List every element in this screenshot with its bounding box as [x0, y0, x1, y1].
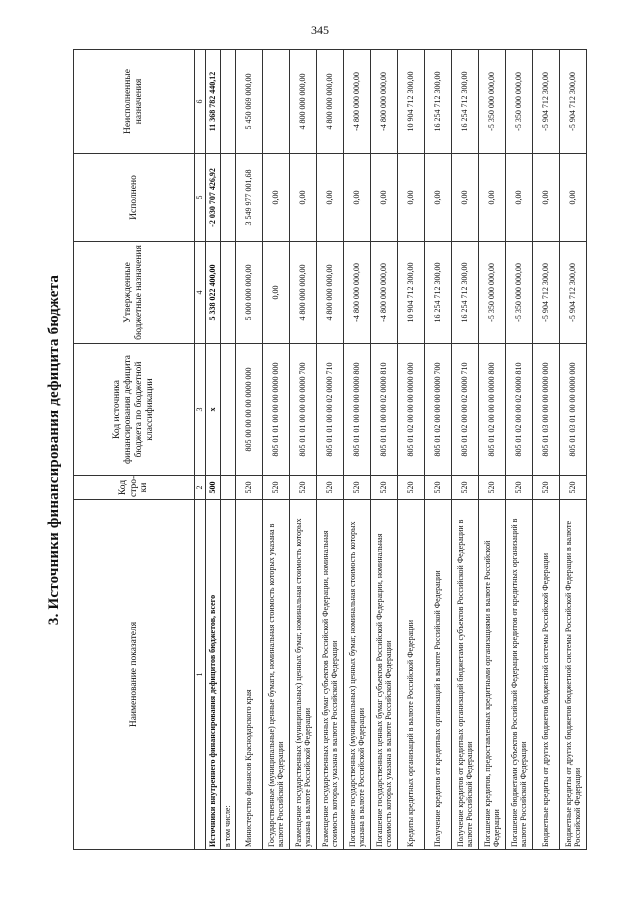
table-row	[221, 50, 236, 850]
row-approved-cell: 16 254 712 300,00	[452, 242, 479, 344]
row-approved-cell: -5 904 712 300,00	[560, 242, 587, 344]
row-executed-cell: -2 030 707 426,92	[206, 154, 221, 242]
row-unexecuted-cell: -5 904 712 300,00	[533, 50, 560, 154]
row-approved-cell: -5 904 712 300,00	[533, 242, 560, 344]
column-number: 3	[195, 344, 206, 476]
row-name-cell: Погашение бюджетами субъектов Российской Федерации кредитов от кредитных организаций в валюте Российской Федерации	[506, 500, 533, 850]
table-row	[206, 50, 221, 850]
row-name-cell: Бюджетные кредиты от других бюджетов бюджетной системы Российской Федерации в валюте Российской Федерации	[560, 500, 587, 850]
row-name-cell: Кредиты кредитных организаций в валюте Российской Федерации	[398, 500, 425, 850]
row-approved-cell: 16 254 712 300,00	[425, 242, 452, 344]
table-row	[290, 50, 317, 850]
row-unexecuted-cell: -5 350 000 000,00	[506, 50, 533, 154]
row-executed-cell: 0,00	[425, 154, 452, 242]
row-code-cell: 520	[317, 476, 344, 500]
row-executed-cell: 0,00	[479, 154, 506, 242]
row-code-cell: 520	[533, 476, 560, 500]
row-unexecuted-cell: -5 904 712 300,00	[560, 50, 587, 154]
table-row	[533, 50, 560, 850]
row-name-cell: Размещение государственных (муниципальных) ценных бумаг, номинальная стоимость которых указана в валюте Российской Федерации	[290, 500, 317, 850]
row-kbk-cell	[221, 344, 236, 476]
row-kbk-cell: 805 01 02 00 00 00 0000 700	[425, 344, 452, 476]
row-unexecuted-cell: 4 800 000 000,00	[290, 50, 317, 154]
row-approved-cell: 5 338 022 400,00	[206, 242, 221, 344]
row-executed-cell	[221, 154, 236, 242]
row-code-cell: 500	[206, 476, 221, 500]
row-name-cell: Источники внутреннего финансирования дефицитов бюджетов, всего	[206, 500, 221, 850]
table-row	[236, 50, 263, 850]
column-number-row	[195, 50, 206, 850]
table-row	[263, 50, 290, 850]
row-code-cell: 520	[425, 476, 452, 500]
row-executed-cell: 0,00	[317, 154, 344, 242]
row-executed-cell: 0,00	[371, 154, 398, 242]
row-code-cell: 520	[236, 476, 263, 500]
table-body	[206, 50, 587, 850]
row-name-cell: Погашение государственных ценных бумаг субъектов Российской Федерации, номинальная стоимость которых указана в валюте Российской Федерации	[371, 500, 398, 850]
table-row	[560, 50, 587, 850]
table-row	[344, 50, 371, 850]
row-approved-cell: 0,00	[263, 242, 290, 344]
row-name-cell: Погашение государственных (муниципальных) ценных бумаг, номинальная стоимость которых указана в валюте Российской Федерации	[344, 500, 371, 850]
row-unexecuted-cell: 4 800 000 000,00	[317, 50, 344, 154]
row-kbk-cell: x	[206, 344, 221, 476]
row-approved-cell: 5 000 000 000,00	[236, 242, 263, 344]
section-title: 3. Источники финансирования дефицита бюджета	[46, 274, 62, 626]
row-kbk-cell: 805 01 01 00 00 00 0000 800	[344, 344, 371, 476]
row-executed-cell: 0,00	[344, 154, 371, 242]
row-unexecuted-cell	[221, 50, 236, 154]
row-approved-cell: -5 350 000 000,00	[479, 242, 506, 344]
row-name-cell: в том числе:	[221, 500, 236, 850]
row-approved-cell: 4 800 000 000,00	[317, 242, 344, 344]
row-name-cell: Получение кредитов от кредитных организаций в валюте Российской Федерации	[425, 500, 452, 850]
table-row	[398, 50, 425, 850]
row-kbk-cell: 805 01 01 00 00 00 0000 700	[290, 344, 317, 476]
column-number: 1	[195, 500, 206, 850]
column-header: Неисполненные назначения	[74, 50, 195, 154]
row-executed-cell: 0,00	[290, 154, 317, 242]
row-unexecuted-cell: -4 800 000 000,00	[371, 50, 398, 154]
row-kbk-cell: 805 00 00 00 00 0000 000	[236, 344, 263, 476]
column-header: Код стро-ки	[74, 476, 195, 500]
row-unexecuted-cell: 16 254 712 300,00	[452, 50, 479, 154]
row-code-cell: 520	[479, 476, 506, 500]
column-header: Код источника финансирования дефицита бюджета по бюджетной классификации	[74, 344, 195, 476]
column-number: 5	[195, 154, 206, 242]
row-name-cell: Государственные (муниципальные) ценные бумаги, номинальная стоимость которых указана в валюте Российской Федерации	[263, 500, 290, 850]
row-code-cell: 520	[398, 476, 425, 500]
column-header: Утвержденные бюджетные назначения	[74, 242, 195, 344]
column-number: 2	[195, 476, 206, 500]
row-kbk-cell: 805 01 02 00 00 02 0000 810	[506, 344, 533, 476]
row-executed-cell: 0,00	[263, 154, 290, 242]
row-executed-cell: 0,00	[506, 154, 533, 242]
row-approved-cell: -4 800 000 000,00	[344, 242, 371, 344]
row-unexecuted-cell	[263, 50, 290, 154]
row-approved-cell: -5 350 000 000,00	[506, 242, 533, 344]
row-unexecuted-cell: -5 350 000 000,00	[479, 50, 506, 154]
row-approved-cell: 10 904 712 300,00	[398, 242, 425, 344]
column-header: Исполнено	[74, 154, 195, 242]
row-kbk-cell: 805 01 01 00 00 02 0000 810	[371, 344, 398, 476]
row-unexecuted-cell: 5 450 069 000,00	[236, 50, 263, 154]
row-executed-cell: 0,00	[398, 154, 425, 242]
row-kbk-cell: 805 01 02 00 00 00 0000 000	[398, 344, 425, 476]
row-executed-cell: 0,00	[533, 154, 560, 242]
row-unexecuted-cell: -4 800 000 000,00	[344, 50, 371, 154]
row-code-cell: 520	[290, 476, 317, 500]
row-code-cell: 520	[344, 476, 371, 500]
column-number: 6	[195, 50, 206, 154]
row-code-cell: 520	[371, 476, 398, 500]
row-code-cell: 520	[263, 476, 290, 500]
table-row	[371, 50, 398, 850]
row-code-cell: 520	[506, 476, 533, 500]
row-code-cell: 520	[452, 476, 479, 500]
row-unexecuted-cell: 16 254 712 300,00	[425, 50, 452, 154]
row-name-cell: Министерство финансов Краснодарского края	[236, 500, 263, 850]
row-kbk-cell: 805 01 03 01 00 00 0000 000	[560, 344, 587, 476]
row-name-cell: Размещение государственных ценных бумаг субъектов Российской Федерации, номинальная стоимость которых указана в валюте Российской Федерации	[317, 500, 344, 850]
row-executed-cell: 0,00	[560, 154, 587, 242]
column-number: 4	[195, 242, 206, 344]
row-kbk-cell: 805 01 01 00 00 00 0000 000	[263, 344, 290, 476]
row-kbk-cell: 805 01 01 00 00 02 0000 710	[317, 344, 344, 476]
table-row	[452, 50, 479, 850]
row-executed-cell: 3 549 977 001,68	[236, 154, 263, 242]
table-row	[506, 50, 533, 850]
rotated-page-content	[40, 40, 620, 860]
row-unexecuted-cell: 10 904 712 300,00	[398, 50, 425, 154]
row-kbk-cell: 805 01 02 00 00 02 0000 710	[452, 344, 479, 476]
table-row	[425, 50, 452, 850]
row-executed-cell: 0,00	[452, 154, 479, 242]
page-number: 345	[311, 23, 329, 37]
financing-sources-table	[73, 49, 587, 850]
table-row	[479, 50, 506, 850]
row-code-cell	[221, 476, 236, 500]
row-kbk-cell: 805 01 03 00 00 00 0000 000	[533, 344, 560, 476]
row-approved-cell	[221, 242, 236, 344]
table-header-row	[74, 50, 195, 850]
row-name-cell: Погашение кредитов, предоставленных кредитными организациями в валюте Российской Федерации	[479, 500, 506, 850]
row-kbk-cell: 805 01 02 00 00 00 0000 800	[479, 344, 506, 476]
table-row	[317, 50, 344, 850]
row-approved-cell: 4 800 000 000,00	[290, 242, 317, 344]
row-unexecuted-cell: 11 368 782 440,12	[206, 50, 221, 154]
row-approved-cell: -4 800 000 000,00	[371, 242, 398, 344]
column-header: Наименование показателя	[74, 500, 195, 850]
row-code-cell: 520	[560, 476, 587, 500]
row-name-cell: Бюджетные кредиты от других бюджетов бюджетной системы Российской Федерации	[533, 500, 560, 850]
row-name-cell: Получение кредитов от кредитных организаций бюджетами субъектов Российской Федерации в валюте Российской Федерации	[452, 500, 479, 850]
